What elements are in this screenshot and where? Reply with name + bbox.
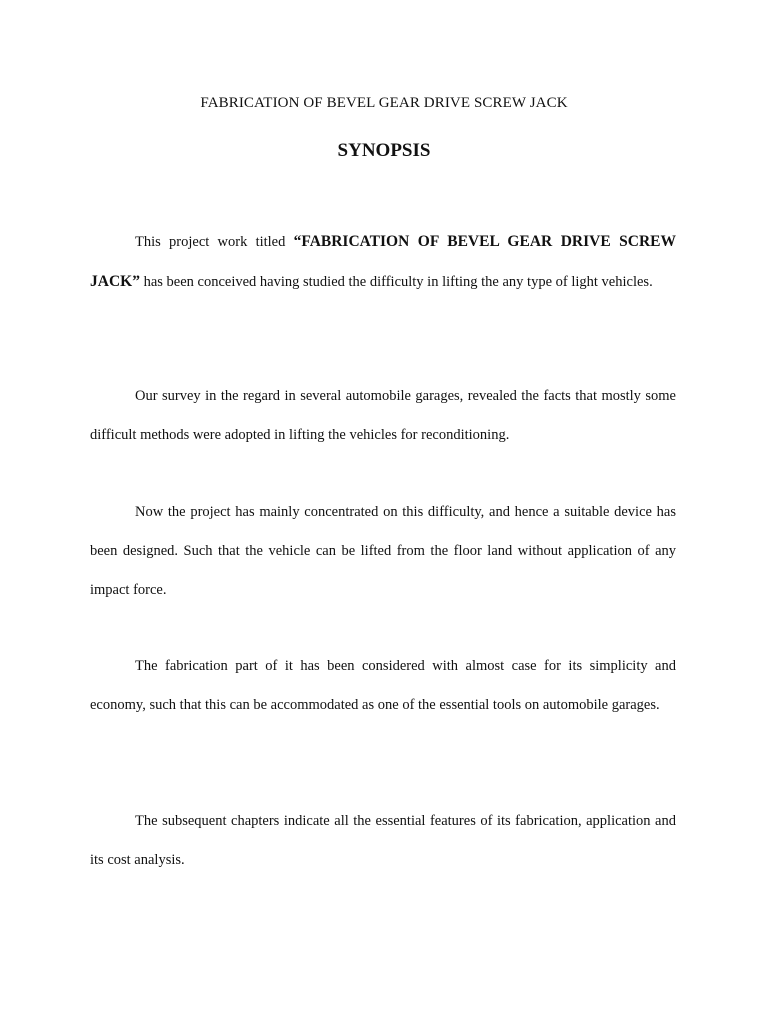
- paragraph-survey: Our survey in the regard in several automobile garages, revealed the facts that mostly some difficult methods were adopted in lifting the vehicles for reconditioning.: [90, 388, 676, 443]
- paragraph-intro: [90, 222, 676, 302]
- paragraph-device: Now the project has mainly concentrated on this difficulty, and hence a suitable device has been designed. Such that the vehicle can be lifted from the floor land without application of any impact force.: [90, 504, 676, 598]
- paragraph-chapters: The subsequent chapters indicate all the essential features of its fabrication, application and its cost analysis.: [90, 813, 676, 868]
- section-heading: SYNOPSIS: [337, 140, 431, 161]
- document-title: FABRICATION OF BEVEL GEAR DRIVE SCREW JACK: [200, 95, 568, 111]
- paragraph-intro-lead: This project work titled: [135, 234, 294, 250]
- project-title-emphasis: “FABRICATION OF BEVEL GEAR DRIVE SCREW JACK”: [90, 233, 677, 290]
- paragraph-fabrication: The fabrication part of it has been considered with almost case for its simplicity and economy, such that this can be accommodated as one of the essential tools on automobile garages.: [90, 658, 676, 713]
- paragraph-intro-rest: has been conceived having studied the difficulty in lifting the any type of light vehicles.: [139, 274, 653, 290]
